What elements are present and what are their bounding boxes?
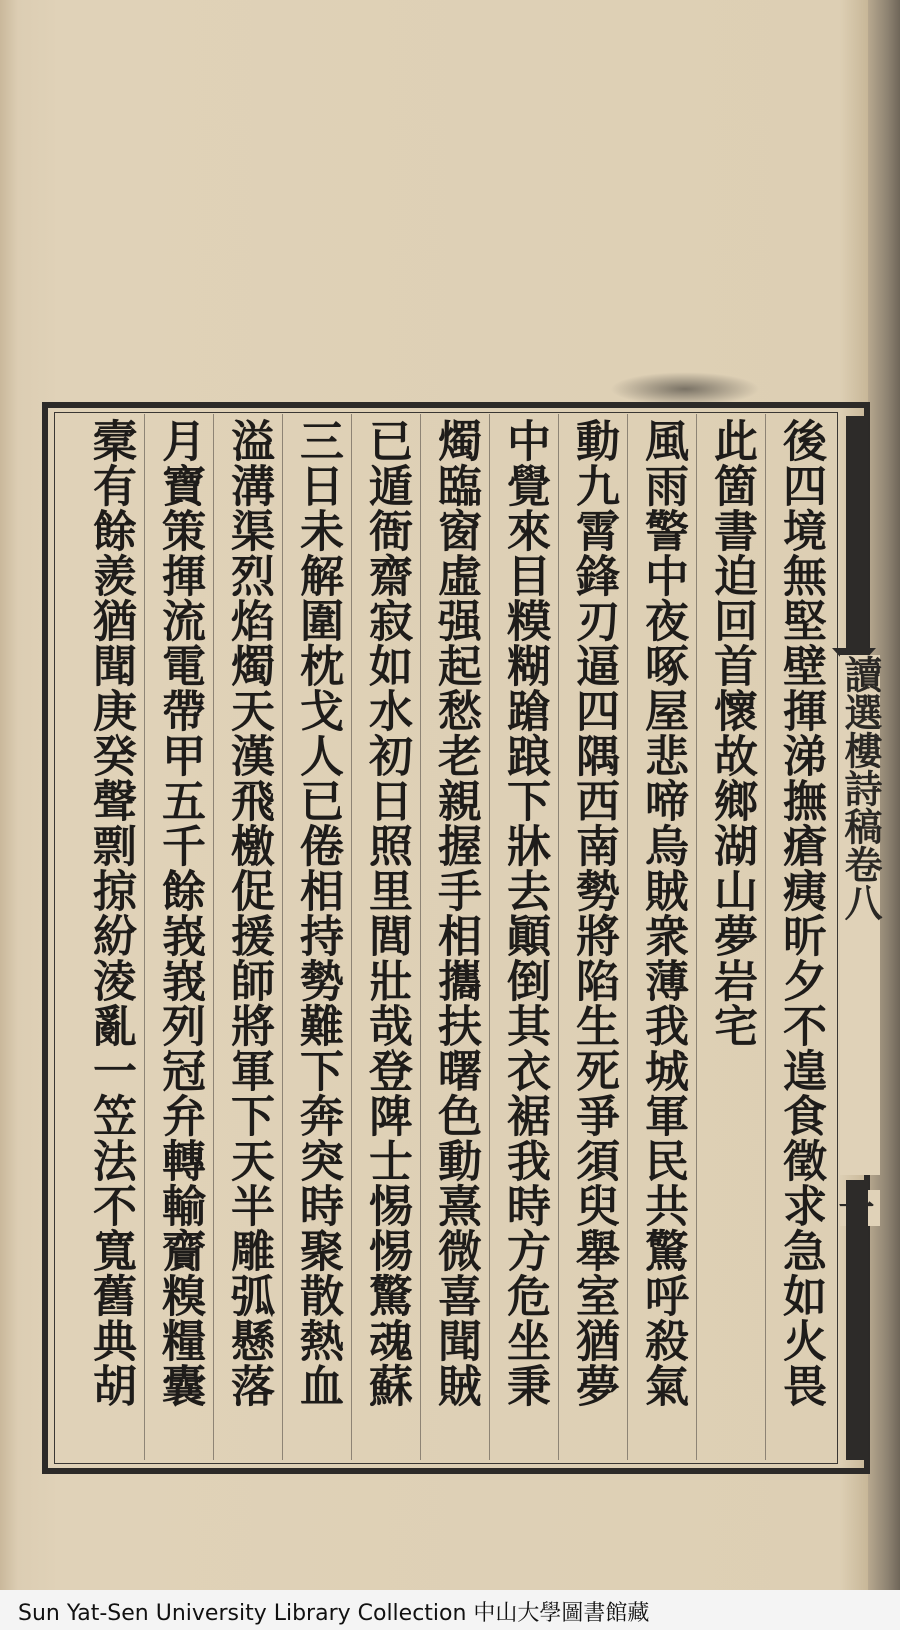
text-column: 動九霄鋒刃逼四隅西南勢將陷生死爭須臾舉室猶夢: [568, 418, 619, 1408]
column-rule: [282, 414, 283, 1460]
column-rule: [627, 414, 628, 1460]
fold-title: 讀選樓詩稿卷八: [840, 655, 880, 1175]
text-column: 溢溝渠烈焰燭天漢飛檄促援師將軍下天半雕弧懸落: [223, 418, 274, 1408]
column-rule: [765, 414, 766, 1460]
text-column: 三日未解圍枕戈人已倦相持勢難下奔突時聚散熱血: [292, 418, 343, 1408]
text-column: 中覺來目糢糊蹌踉下牀去顚倒其衣裾我時方危坐秉: [499, 418, 550, 1408]
ink-smudge: [610, 372, 760, 406]
column-rule: [351, 414, 352, 1460]
collection-credit: Sun Yat-Sen University Library Collection 中山大學圖書館藏: [18, 1601, 650, 1626]
text-column: 風雨警中夜啄屋悲啼烏賊衆薄我城軍民共驚呼殺氣: [637, 418, 688, 1408]
text-column: 月寶策揮流電帶甲五千餘峩峩列冠弁轉輸齎糗糧囊: [154, 418, 205, 1408]
text-column: 此箇書迫回首懷故鄉湖山夢岩宅: [706, 418, 757, 1048]
column-rule: [213, 414, 214, 1460]
text-column: 後四境無堅壁揮涕撫瘡痍昕夕不遑食徵求急如火畏: [775, 418, 826, 1408]
text-column: 槖有餘羨猶聞庚癸聲剽掠紛淩亂一笠法不寬舊典胡: [85, 418, 136, 1408]
column-rule: [420, 414, 421, 1460]
fold-black-band-bottom: [846, 1180, 868, 1460]
column-rule: [144, 414, 145, 1460]
column-rule: [696, 414, 697, 1460]
column-rule: [558, 414, 559, 1460]
column-rule: [489, 414, 490, 1460]
text-column: 燭臨窗虛强起愁老親握手相攜扶曙色動熹微喜聞賊: [430, 418, 481, 1408]
text-column: 已遁衙齋寂如水初日照里閭壯哉登陴士惕惕驚魂蘇: [361, 418, 412, 1408]
